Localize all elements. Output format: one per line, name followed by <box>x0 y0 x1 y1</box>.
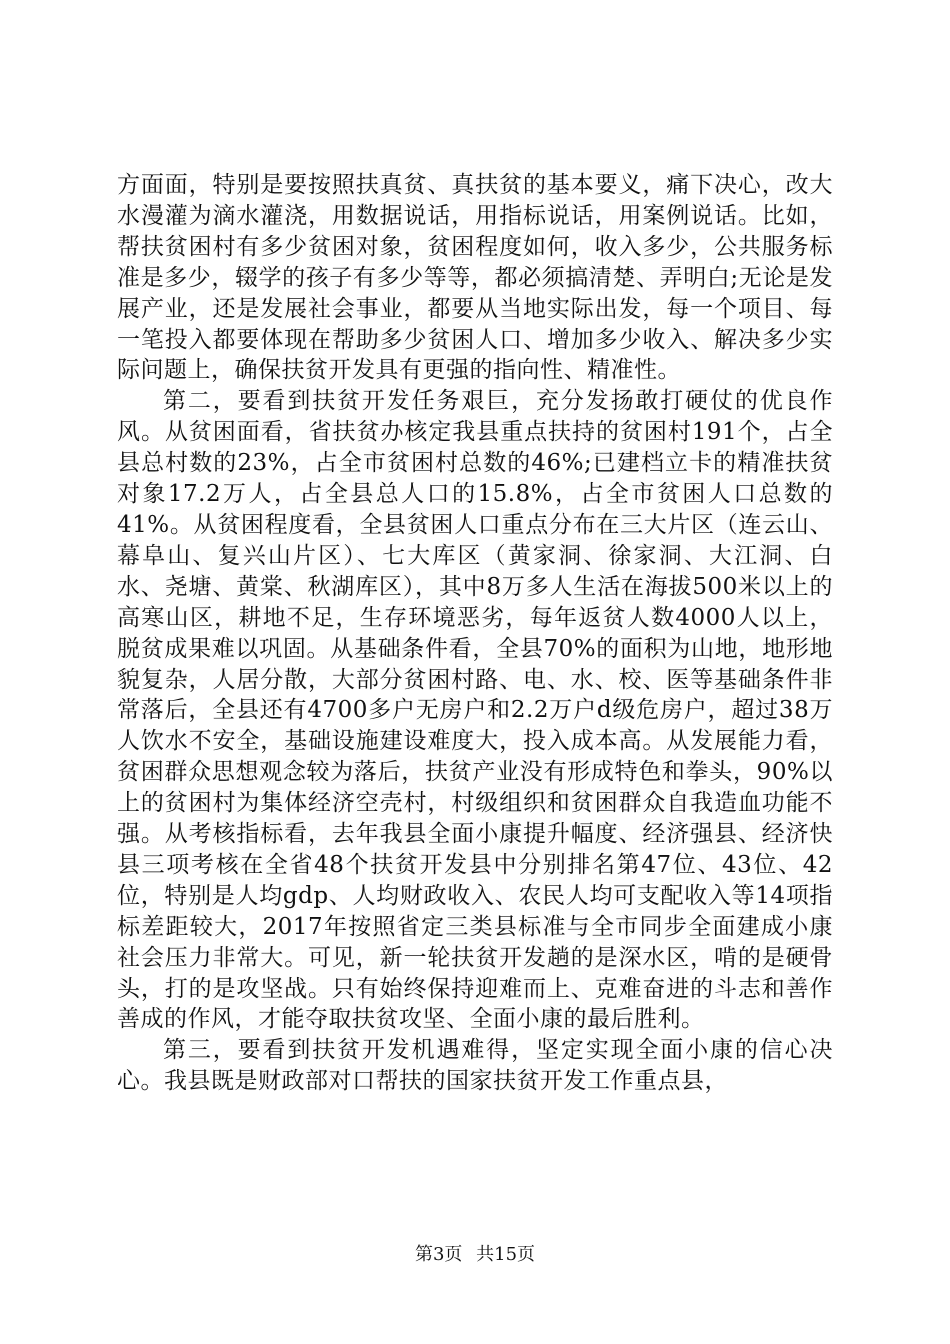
paragraph-2: 第二，要看到扶贫开发任务艰巨，充分发扬敢打硬仗的优良作风。从贫困面看，省扶贫办核定我县重点扶持的贫困村191个，占全县总村数的23%，占全市贫困村总数的46%;已建档立卡的精准扶贫对象17.2万人，占全县总人口的15.8%，占全市贫困人口总数的41%。从贫困程度看，全县贫困人口重点分布在三大片区（连云山、幕阜山、复兴山片区）、七大库区（黄家洞、徐家洞、大江洞、白水、尧塘、黄棠、秋湖库区），其中8万多人生活在海拔500米以上的高寒山区，耕地不足，生存环境恶劣，每年返贫人数4000人以上，脱贫成果难以巩固。从基础条件看，全县70%的面积为山地，地形地貌复杂，人居分散，大部分贫困村路、电、水、校、医等基础条件非常落后，全县还有4700多户无房户和2.2万户d级危房户，超过38万人饮水不安全，基础设施建设难度大，投入成本高。从发展能力看，贫困群众思想观念较为落后，扶贫产业没有形成特色和拳头，90%以上的贫困村为集体经济空壳村，村级组织和贫困群众自我造血功能不强。从考核指标看，去年我县全面小康提升幅度、经济强县、经济快县三项考核在全省48个扶贫开发县中分别排名第47位、43位、42位，特别是人均gdp、人均财政收入、农民人均可支配收入等14项指标差距较大，2017年按照省定三类县标准与全市同步全面建成小康社会压力非常大。可见，新一轮扶贫开发趟的是深水区，啃的是硬骨头，打的是攻坚战。只有始终保持迎难而上、克难奋进的斗志和善作善成的作风，才能夺取扶贫攻坚、全面小康的最后胜利。 <box>117 388 833 1033</box>
paragraph-1: 方面面，特别是要按照扶真贫、真扶贫的基本要义，痛下决心，改大水漫灌为滴水灌浇，用数据说话，用指标说话，用案例说话。比如，帮扶贫困村有多少贫困对象，贫困程度如何，收入多少，公共服务标准是多少，辍学的孩子有多少等等，都必须搞清楚、弄明白;无论是发展产业，还是发展社会事业，都要从当地实际出发，每一个项目、每一笔投入都要体现在帮助多少贫困人口、增加多少收入、解决多少实际问题上，确保扶贫开发具有更强的指向性、精准性。 <box>117 172 833 384</box>
page-number-total: 共15页 <box>476 1244 536 1265</box>
page-footer <box>0 1240 950 1266</box>
page-number-current: 第3页 <box>414 1244 463 1265</box>
paragraph-3: 第三，要看到扶贫开发机遇难得，坚定实现全面小康的信心决心。我县既是财政部对口帮扶的国家扶贫开发工作重点县， <box>117 1037 833 1095</box>
document-body <box>117 170 833 1097</box>
